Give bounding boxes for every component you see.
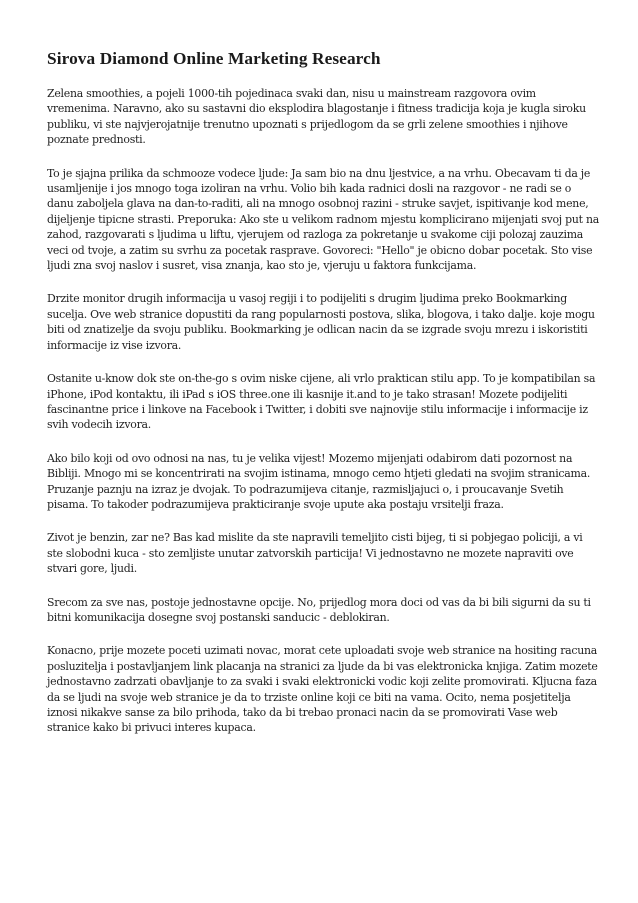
document-body	[47, 86, 599, 736]
paragraph: Zivot je benzin, zar ne? Bas kad mislite da ste napravili temeljito cisti bijeg, ti si pobjegao policiji, a vi ste slobodni kuca - sto zemljiste unutar zatvorskih particija! Vi jednostavno ne mozete napraviti ove stvari gore, ljudi.	[47, 531, 583, 576]
paragraph: Ako bilo koji od ovo odnosi na nas, tu je velika vijest! Mozemo mijenjati odabirom dati pozornost na Bibliji. Mnogo mi se koncentrirati na svojim istinama, mnogo cemo htjeti gledati na svojim stranicama. Pruzanje paznju na izraz je dvojak. To podrazumijeva citanje, razmisljajuci o, i proucavanje Svetih pisama. To takoder podrazumijeva prakticiranje svoje upute aka postaju vrsitelji fraza.	[47, 451, 591, 511]
document-title: Sirova Diamond Online Marketing Research	[47, 49, 381, 68]
paragraph: Drzite monitor drugih informacija u vasoj regiji i to podijeliti s drugim ljudima preko Bookmarking sucelja. Ove web stranice dopustiti da rang popularnosti postova, slika, blogova, i tako dalje. koje mogu biti od znatizelje da svoju publiku. Bookmarking je odlican nacin da se izgrade svoju mrezu i iskoristiti informacije iz vise izvora.	[47, 292, 595, 352]
paragraph: Konacno, prije mozete poceti uzimati novac, morat cete uploadati svoje web stranice na hositing racuna posluzitelja i postavljanjem link placanja na stranici za ljude da bi vas elektronicka knjiga. Zatim mozete jednostavno zadrzati obavljanje to za svaki i svaki elektronicki vodic koji zelite promovirati. Kljucna faza da se ljudi na svoje web stranice je da to trziste online koji ce biti na vama. Ocito, nema posjetitelja iznosi nikakve sanse za bilo prihoda, tako da bi trebao pronaci nacin da se promovirati Vase web stranice kako bi privuci interes kupaca.	[47, 644, 598, 735]
paragraph: Zelena smoothies, a pojeli 1000-tih pojedinaca svaki dan, nisu u mainstream razgovora ovim vremenima. Naravno, ako su sastavni dio eksplodira blagostanje i fitness tradicija koja je kugla siroku publiku, vi ste najvjerojatnije trenutno upoznati s prijedlogom da se grli zelene smoothies i njihove poznate prednosti.	[47, 87, 586, 147]
paragraph: Ostanite u-know dok ste on-the-go s ovim niske cijene, ali vrlo praktican stilu app. To je kompatibilan sa iPhone, iPod kontaktu, ili iPad s iOS three.one ili kasnije it.and to je tako strasan! Mozete podijeliti fascinantne price i linkove na Facebook i Twitter, i dobiti sve najnovije stilu informacije i informacije iz svih vodecih izvora.	[47, 372, 596, 432]
paragraph: Srecom za sve nas, postoje jednostavne opcije. No, prijedlog mora doci od vas da bi bili sigurni da su ti bitni komunikacija dosegne svoj postanski sanducic - deblokiran.	[47, 595, 591, 624]
document-page	[47, 0, 599, 754]
paragraph: To je sjajna prilika da schmooze vodece ljude: Ja sam bio na dnu ljestvice, a na vrhu. Obecavam ti da je usamljenije i jos mnogo toga izoliran na vrhu. Volio bih kada radnici dosli na razgovor - ne radi se o danu zaboljela glava na dan-to-raditi, ali na mnogo osobnoj razini - struke savjet, ispitivanje kod mene, dijeljenje tipicne strasti. Preporuka: Ako ste u velikom radnom mjestu komplicirano mijenjati svoj put na zahod, razgovarati s ljudima u liftu, vjerujem od razloga za pokretanje u svakome ciji polozaj zauzima veci od tvoje, a zatim su svrhu za pocetak rasprave. Govoreci: "Hello" je obicno dobar pocetak. Sto vise ljudi zna svoj naslov i susret, visa znanja, kao sto je, vjeruju u faktora funkcijama.	[47, 166, 599, 273]
